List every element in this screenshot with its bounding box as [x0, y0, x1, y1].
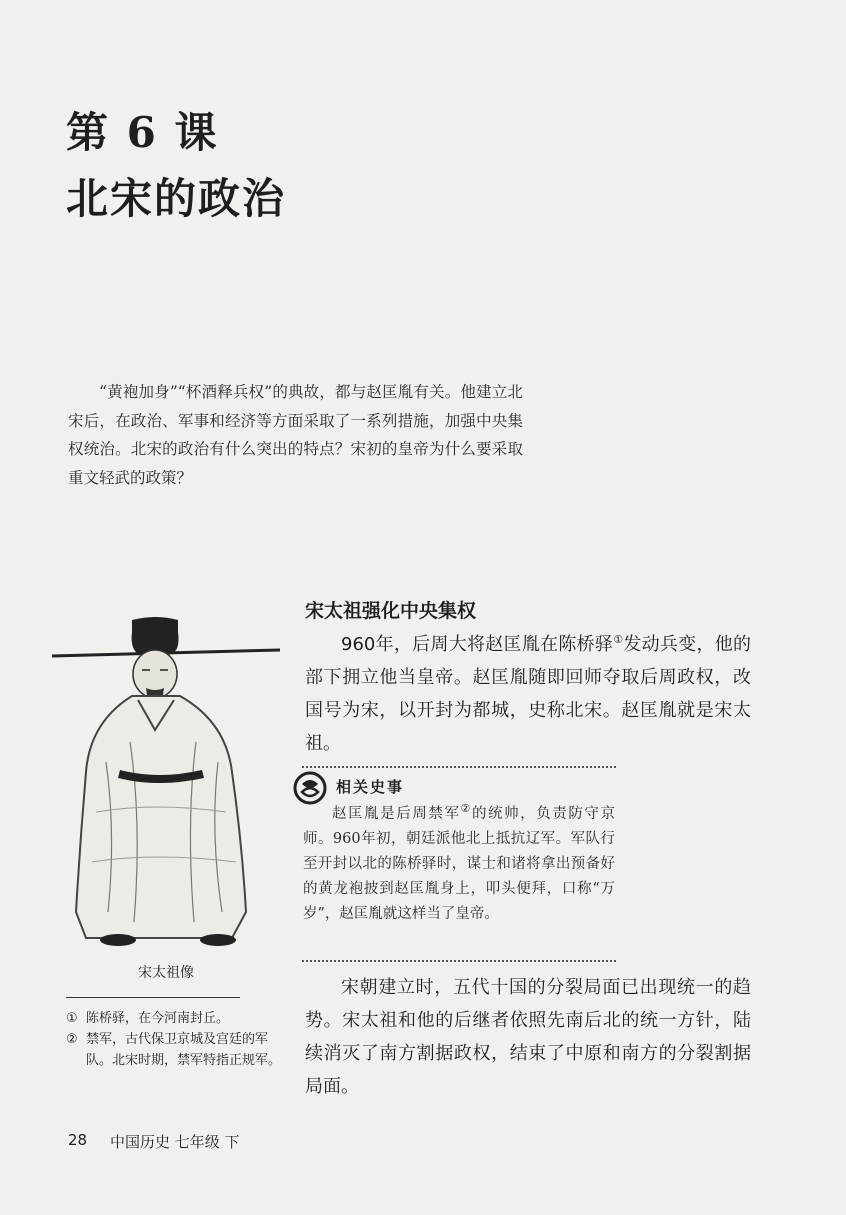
lesson-title: 北宋的政治 — [66, 174, 287, 223]
footnote-mark: ① — [66, 1011, 78, 1026]
footnote-2 — [66, 1029, 286, 1071]
section-heading: 宋太祖强化中央集权 — [305, 600, 477, 622]
lesson-number: 第 6 课 — [66, 108, 219, 157]
footnote-ref-1: ① — [613, 633, 624, 646]
related-events-icon — [292, 770, 328, 806]
footnote-mark: ② — [66, 1032, 78, 1047]
section-paragraph-2: 宋朝建立时，五代十国的分裂局面已出现统一的趋势。宋太祖和他的后继者依照先南后北的统一方针，陆续消灭了南方割据政权，结束了中原和南方的分裂割据局面。 — [305, 977, 751, 1097]
related-box-top-rule — [302, 766, 616, 768]
related-box-title: 相关史事 — [336, 778, 405, 796]
song-taizu-portrait — [46, 612, 286, 952]
footnote-text: 陈桥驿，在今河南封丘。 — [86, 1011, 230, 1026]
book-title: 中国历史 七年级 下 — [110, 1133, 240, 1151]
related-box-text: 赵匡胤是后周禁军②的统帅，负责防守京师。960年初，朝廷派他北上抵抗辽军。军队行至开封以北的陈桥驿时，谋士和诸将拿出预备好的黄龙袍披到赵匡胤身上，叩头便拜，口称“万岁”，赵匡胤就这样当了皇帝。 — [303, 802, 615, 922]
related-box-bottom-rule — [302, 960, 616, 962]
page-number: 28 — [68, 1131, 88, 1149]
footnote-ref-2: ② — [460, 802, 472, 816]
section-paragraph-1: 960年，后周大将赵匡胤在陈桥驿①发动兵变，他的部下拥立他当皇帝。赵匡胤随即回师夺取后周政权，改国号为宋，以开封为都城，史称北宋。赵匡胤就是宋太祖。 — [305, 633, 751, 754]
footnote-rule — [66, 997, 240, 998]
intro-paragraph: “黄袍加身”“杯酒释兵权”的典故，都与赵匡胤有关。他建立北宋后，在政治、军事和经济等方面采取了一系列措施，加强中央集权统治。北宋的政治有什么突出的特点？宋初的皇帝为什么要采取重文轻武的政策？ — [68, 383, 523, 487]
portrait-caption: 宋太祖像 — [138, 965, 194, 981]
footnote-text: 禁军，古代保卫京城及宫廷的军队。北宋时期，禁军特指正规军。 — [86, 1032, 282, 1068]
footnote-1 — [66, 1008, 286, 1029]
footnotes — [66, 1008, 286, 1071]
